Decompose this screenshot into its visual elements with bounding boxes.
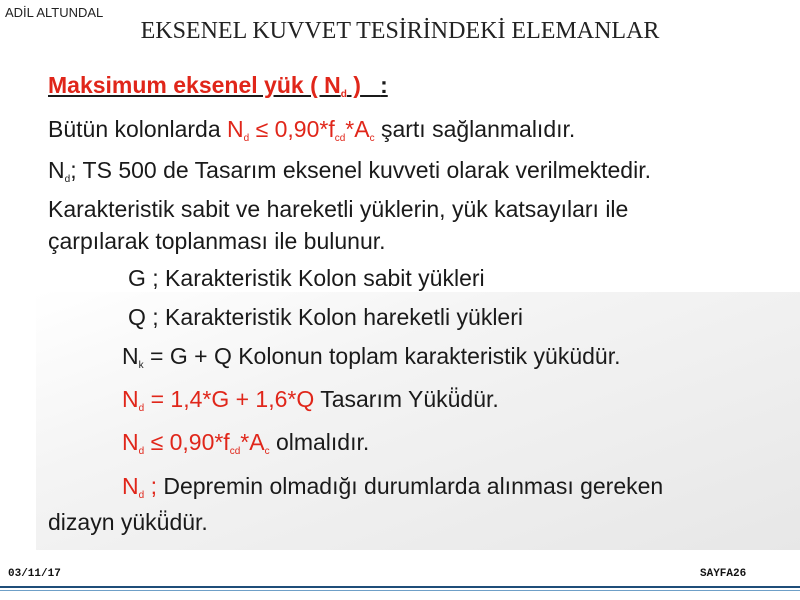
author-name: ADİL ALTUNDAL bbox=[5, 5, 104, 20]
body-line-4: çarpılarak toplanması ile bulunur. bbox=[48, 228, 386, 254]
line9-n-sub: d bbox=[138, 446, 145, 457]
line7-n-sub: k bbox=[138, 360, 144, 371]
line1-formula bbox=[227, 116, 375, 142]
slide-footer bbox=[0, 565, 800, 583]
line9-a-sub: c bbox=[264, 446, 270, 457]
line8-text: Tasarım Yükü̈dür. bbox=[314, 386, 499, 412]
formula-n: N bbox=[227, 116, 244, 142]
line7-text: = G + Q Kolonun toplam karakteristik yüküdür. bbox=[143, 343, 621, 369]
line10-n-sub: d bbox=[138, 490, 145, 501]
line1-prefix: Bütün kolonlarda bbox=[48, 116, 228, 142]
line9-n: N bbox=[122, 429, 139, 455]
heading-colon: : bbox=[380, 72, 388, 98]
formula-f: ≤ 0,90*f bbox=[249, 116, 335, 142]
formula-a: *A bbox=[345, 116, 370, 142]
line7-n: N bbox=[122, 343, 139, 369]
body-line-6: Q ; Karakteristik Kolon hareketli yükleri bbox=[128, 304, 523, 330]
footer-page-number: SAYFA26 bbox=[700, 568, 747, 580]
body-line-10 bbox=[122, 472, 663, 510]
line9-f: ≤ 0,90*f bbox=[144, 429, 230, 455]
heading-subscript: d bbox=[340, 89, 347, 100]
footer-rule-light bbox=[0, 590, 800, 591]
line9-a: *A bbox=[240, 429, 265, 455]
line9-f-sub: cd bbox=[229, 446, 241, 457]
line2-n-sub: d bbox=[64, 174, 71, 185]
body-line-2 bbox=[48, 156, 651, 194]
line2-text: ; TS 500 de Tasarım eksenel kuvveti olarak verilmektedir. bbox=[70, 157, 651, 183]
formula-a-sub: c bbox=[369, 133, 375, 144]
body-line-8 bbox=[122, 385, 499, 423]
line2-n: N bbox=[48, 157, 65, 183]
body-line-11: dizayn yükü̈dür. bbox=[48, 509, 208, 535]
line8-n: N bbox=[122, 386, 139, 412]
line10-text: Depremin olmadığı durumlarda alınması gereken bbox=[156, 473, 664, 499]
heading-text: Maksimum eksenel yük ( N bbox=[48, 72, 341, 98]
heading-close: ) bbox=[346, 72, 361, 98]
formula-n-sub: d bbox=[243, 133, 250, 144]
slide-title: EKSENEL KUVVET TESİRİNDEKİ ELEMANLAR bbox=[140, 18, 660, 44]
body-line-5: G ; Karakteristik Kolon sabit yükleri bbox=[128, 265, 485, 291]
line8-equation: = 1,4*G + 1,6*Q bbox=[144, 386, 315, 412]
line9-text: olmalıdır. bbox=[269, 429, 370, 455]
line8-formula bbox=[122, 386, 314, 412]
body-line-3: Karakteristik sabit ve hareketli yüklerin, yük katsayıları ile bbox=[48, 196, 629, 222]
body-line-7 bbox=[122, 342, 620, 380]
footer-date: 03/11/17 bbox=[8, 568, 61, 580]
body-line-9 bbox=[122, 428, 369, 466]
section-heading bbox=[48, 71, 388, 109]
line10-n: N bbox=[122, 473, 139, 499]
line10-formula bbox=[122, 473, 157, 499]
footer-rule-dark bbox=[0, 586, 800, 588]
body-line-1 bbox=[48, 115, 575, 153]
formula-f-sub: cd bbox=[334, 133, 346, 144]
line1-suffix: şartı sağlanmalıdır. bbox=[374, 116, 576, 142]
line8-n-sub: d bbox=[138, 403, 145, 414]
line10-semicolon: ; bbox=[144, 473, 157, 499]
line9-formula bbox=[122, 429, 270, 455]
